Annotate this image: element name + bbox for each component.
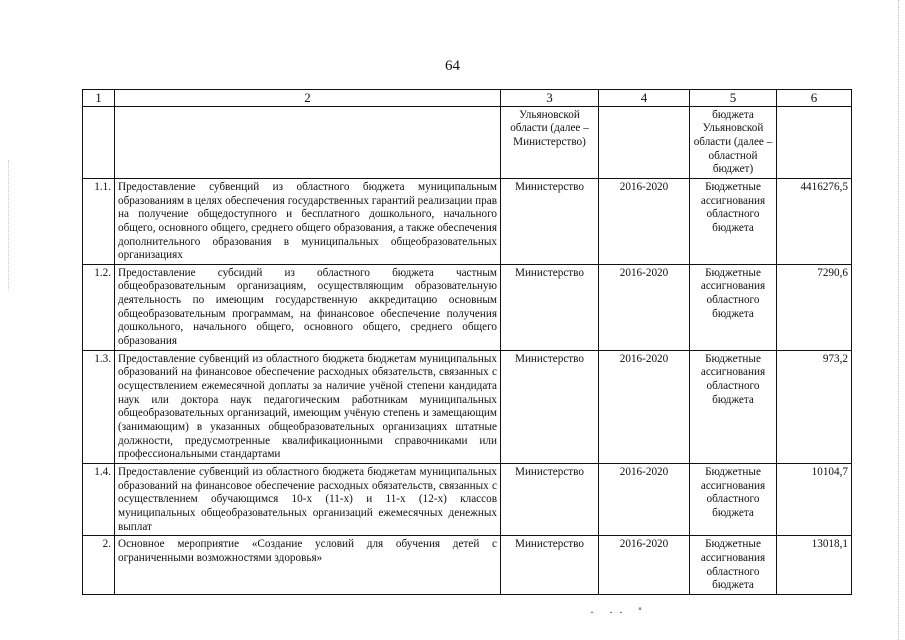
period-cell: 2016-2020 [599, 178, 690, 264]
header-cell-5: 5 [690, 90, 777, 107]
header-cell-4: 4 [599, 90, 690, 107]
header-cell-6: 6 [777, 90, 852, 107]
table-row [83, 106, 852, 178]
row-number-cell: 1.4. [83, 464, 115, 536]
row-number-cell: 1.1. [83, 178, 115, 264]
executor-cell: Министерство [501, 350, 599, 463]
period-cell: 2016-2020 [599, 464, 690, 536]
scan-edge-line [897, 0, 899, 640]
table-row [83, 464, 852, 536]
table-row [83, 350, 852, 463]
measure-description-cell: Основное мероприятие «Создание условий для обучения детей с ограниченными возможностями здоровья» [115, 536, 501, 595]
amount-cell [777, 106, 852, 178]
period-cell: 2016-2020 [599, 536, 690, 595]
amount-cell: 10104,7 [777, 464, 852, 536]
header-cell-1: 1 [83, 90, 115, 107]
measure-description-cell: Предоставление субвенций из областного бюджета бюджетам муниципальных образований на финансовое обеспечение расходных обязательств, связанных с осуществлением ежемесячной доплаты за наличие учёной степени кандидата наук или доктора наук педагогическим работникам муниципальных общеобразовательных организаций, имеющим учёную степень и замещающим (занимающим) в указанных общеобразовательных организациях штатные должности, предусмотренные квалификационными справочниками или профессиональными стандартами [115, 350, 501, 463]
table-body [83, 90, 852, 595]
period-cell: 2016-2020 [599, 264, 690, 350]
measure-description-cell [115, 106, 501, 178]
funding-source-cell: Бюджетные ассигнования областного бюджета [690, 536, 777, 595]
funding-source-cell: бюджета Ульяновской области (далее – областной бюджет) [690, 106, 777, 178]
funding-source-cell: Бюджетные ассигнования областного бюджета [690, 264, 777, 350]
measure-description-cell: Предоставление субсидий из областного бюджета частным общеобразовательным организациям, осуществляющим образовательную деятельность по имеющим государственную аккредитацию основным общеобразовательным программам, на финансовое обеспечение получения дошкольного, начального общего, основного общего, среднего общего образования [115, 264, 501, 350]
header-cell-2: 2 [115, 90, 501, 107]
funding-source-cell: Бюджетные ассигнования областного бюджета [690, 464, 777, 536]
funding-source-cell: Бюджетные ассигнования областного бюджета [690, 350, 777, 463]
measure-description-cell: Предоставление субвенций из областного бюджета муниципальным образованиям в целях обеспечения государственных гарантий реализации прав на получение общедоступного и бесплатного дошкольного, начального общего, основного общего, среднего общего образования, а также обеспечения дополнительного образования в муниципальных общеобразовательных организациях [115, 178, 501, 264]
amount-cell: 13018,1 [777, 536, 852, 595]
period-cell [599, 106, 690, 178]
table-row [83, 178, 852, 264]
funding-source-cell: Бюджетные ассигнования областного бюджета [690, 178, 777, 264]
scan-edge-line-left [8, 160, 10, 290]
amount-cell: 4416276,5 [777, 178, 852, 264]
row-number-cell: 1.3. [83, 350, 115, 463]
row-number-cell [83, 106, 115, 178]
amount-cell: 7290,6 [777, 264, 852, 350]
row-number-cell: 2. [83, 536, 115, 595]
page-number: 64 [445, 58, 460, 74]
executor-cell: Министерство [501, 264, 599, 350]
row-number-cell: 1.2. [83, 264, 115, 350]
program-table [82, 89, 852, 595]
period-cell: 2016-2020 [599, 350, 690, 463]
executor-cell: Министерство [501, 536, 599, 595]
executor-cell: Ульяновской области (далее – Министерство) [501, 106, 599, 178]
measure-description-cell: Предоставление субвенций из областного бюджета бюджетам муниципальных образований на финансовое обеспечение расходных обязательств, связанных с осуществлением обучающимся 10-х (11-х) и 11-х (12-х) классов муниципальных общеобразовательных организаций ежемесячных денежных выплат [115, 464, 501, 536]
table-header-row [83, 90, 852, 107]
executor-cell: Министерство [501, 464, 599, 536]
executor-cell: Министерство [501, 178, 599, 264]
table-row [83, 536, 852, 595]
scan-artifact-marks: · ·· ˚ [590, 605, 648, 619]
header-cell-3: 3 [501, 90, 599, 107]
amount-cell: 973,2 [777, 350, 852, 463]
table-row [83, 264, 852, 350]
